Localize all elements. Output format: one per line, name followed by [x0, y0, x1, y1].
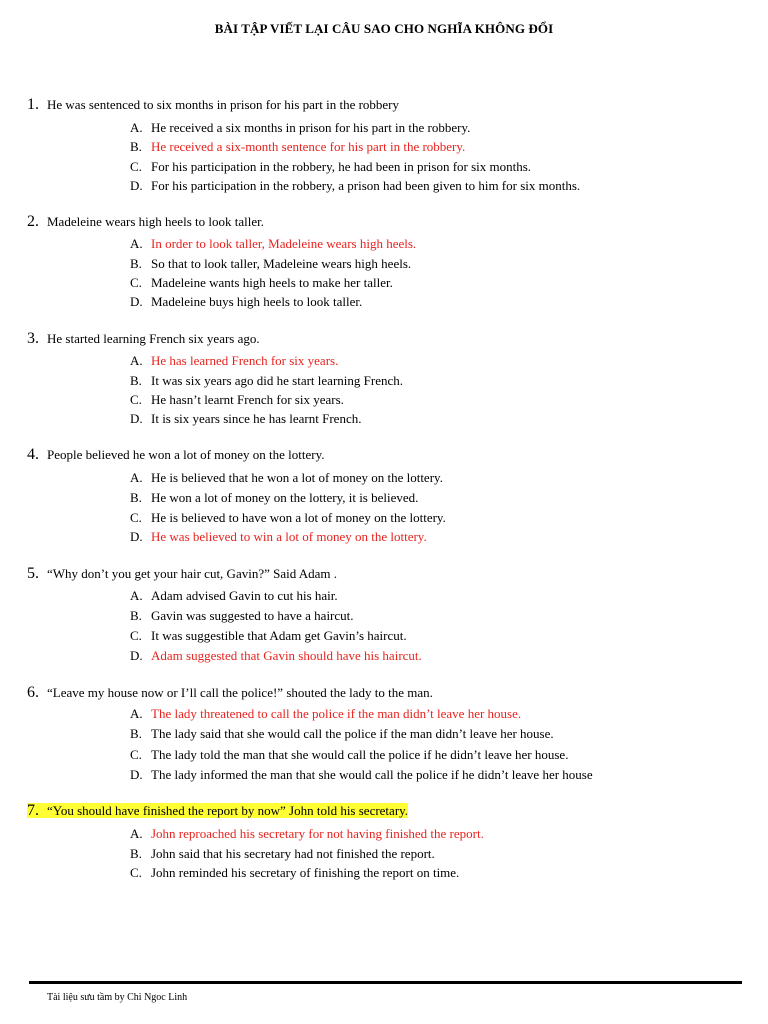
option-letter: B.	[130, 256, 142, 271]
option-2a	[130, 236, 416, 252]
option-letter: C.	[130, 510, 142, 525]
option-6d	[130, 767, 593, 783]
option-7a	[130, 826, 484, 842]
question-stem: “Leave my house now or I’ll call the police!” shouted the lady to the man.	[47, 685, 433, 700]
question-2	[27, 213, 264, 231]
option-1a	[130, 120, 470, 136]
footer-divider	[29, 981, 742, 984]
option-letter: A.	[130, 236, 143, 251]
option-text: He is believed that he won a lot of money on the lottery.	[151, 470, 443, 485]
option-3a	[130, 353, 338, 369]
option-text: The lady said that she would call the police if the man didn’t leave her house.	[151, 726, 554, 741]
option-text: He is believed to have won a lot of money on the lottery.	[151, 510, 446, 525]
option-letter: B.	[130, 726, 142, 741]
option-3b	[130, 373, 403, 389]
question-number: 1.	[27, 96, 39, 113]
option-3d	[130, 411, 361, 427]
option-letter: A.	[130, 826, 143, 841]
option-7b	[130, 846, 435, 862]
option-letter: C.	[130, 747, 142, 762]
option-letter: A.	[130, 588, 143, 603]
question-number: 5.	[27, 565, 39, 582]
option-text: For his participation in the robbery, a prison had been given to him for six months.	[151, 178, 581, 193]
option-6c	[130, 747, 568, 763]
option-1d	[130, 178, 580, 194]
option-text-correct: He received a six-month sentence for his part in the robbery.	[151, 139, 466, 154]
question-number: 7.	[27, 802, 39, 819]
option-text: He received a six months in prison for his part in the robbery.	[151, 120, 471, 135]
option-text-correct: He has learned French for six years.	[151, 353, 339, 368]
option-text: It was six years ago did he start learning French.	[151, 373, 403, 388]
option-4d	[130, 529, 427, 545]
option-letter: D.	[130, 767, 143, 782]
question-stem: “You should have finished the report by now” John told his secretary.	[47, 803, 409, 818]
option-letter: B.	[130, 608, 142, 623]
option-2d	[130, 294, 362, 310]
option-letter: B.	[130, 139, 142, 154]
option-2c	[130, 275, 393, 291]
option-letter: B.	[130, 373, 142, 388]
option-5a	[130, 588, 338, 604]
option-letter: C.	[130, 865, 142, 880]
question-3	[27, 330, 260, 348]
question-stem: He was sentenced to six months in prison for his part in the robbery	[47, 97, 400, 112]
option-text-correct: In order to look taller, Madeleine wears high heels.	[151, 236, 417, 251]
question-4	[27, 446, 325, 464]
question-number: 2.	[27, 213, 39, 230]
option-letter: B.	[130, 490, 142, 505]
question-stem: “Why don’t you get your hair cut, Gavin?” Said Adam .	[47, 566, 338, 581]
option-letter: C.	[130, 392, 142, 407]
option-text: He hasn’t learnt French for six years.	[151, 392, 344, 407]
option-letter: D.	[130, 648, 143, 663]
question-stem: Madeleine wears high heels to look taller.	[47, 214, 264, 229]
option-text: Madeleine wants high heels to make her taller.	[151, 275, 393, 290]
option-text: John reminded his secretary of finishing the report on time.	[151, 865, 460, 880]
question-stem: People believed he won a lot of money on the lottery.	[47, 447, 325, 462]
option-text: Gavin was suggested to have a haircut.	[151, 608, 354, 623]
question-6	[27, 684, 433, 702]
question-stem: He started learning French six years ago.	[47, 331, 260, 346]
option-5d	[130, 648, 422, 664]
option-7c	[130, 865, 459, 881]
option-letter: A.	[130, 470, 143, 485]
option-text-correct: Adam suggested that Gavin should have his haircut.	[151, 648, 422, 663]
option-text: Adam advised Gavin to cut his hair.	[151, 588, 338, 603]
option-letter: B.	[130, 846, 142, 861]
option-text: For his participation in the robbery, he had been in prison for six months.	[151, 159, 532, 174]
option-letter: D.	[130, 294, 143, 309]
option-letter: C.	[130, 628, 142, 643]
option-text: So that to look taller, Madeleine wears high heels.	[151, 256, 412, 271]
option-4a	[130, 470, 443, 486]
option-text: It is six years since he has learnt French.	[151, 411, 362, 426]
question-number: 3.	[27, 330, 39, 347]
option-text: John said that his secretary had not finished the report.	[151, 846, 435, 861]
option-letter: D.	[130, 411, 143, 426]
option-text-correct: The lady threatened to call the police if the man didn’t leave her house.	[151, 706, 522, 721]
footer-credit: Tài liệu sưu tầm by Chi Ngoc Linh	[47, 992, 188, 1003]
option-6b	[130, 726, 554, 742]
option-letter: D.	[130, 178, 143, 193]
option-text: The lady told the man that she would call the police if he didn’t leave her house.	[151, 747, 569, 762]
option-letter: A.	[130, 353, 143, 368]
question-5	[27, 565, 337, 583]
option-4c	[130, 510, 446, 526]
question-number: 6.	[27, 684, 39, 701]
option-4b	[130, 490, 418, 506]
option-letter: A.	[130, 706, 143, 721]
option-letter: A.	[130, 120, 143, 135]
option-text: The lady informed the man that she would call the police if he didn’t leave her house	[151, 767, 593, 782]
option-1b	[130, 139, 465, 155]
option-5c	[130, 628, 407, 644]
option-text-correct: He was believed to win a lot of money on the lottery.	[151, 529, 427, 544]
option-text: Madeleine buys high heels to look taller.	[151, 294, 363, 309]
question-7	[27, 802, 408, 820]
option-2b	[130, 256, 411, 272]
option-3c	[130, 392, 344, 408]
option-5b	[130, 608, 354, 624]
option-letter: D.	[130, 529, 143, 544]
option-letter: C.	[130, 275, 142, 290]
page-title: BÀI TẬP VIẾT LẠI CÂU SAO CHO NGHĨA KHÔNG ĐỔI	[214, 21, 554, 36]
option-text: It was suggestible that Adam get Gavin’s haircut.	[151, 628, 407, 643]
option-letter: C.	[130, 159, 142, 174]
option-1c	[130, 159, 531, 175]
option-text: He won a lot of money on the lottery, it is believed.	[151, 490, 419, 505]
option-text-correct: John reproached his secretary for not having finished the report.	[151, 826, 484, 841]
option-6a	[130, 706, 521, 722]
question-1	[27, 96, 399, 114]
question-number: 4.	[27, 446, 39, 463]
